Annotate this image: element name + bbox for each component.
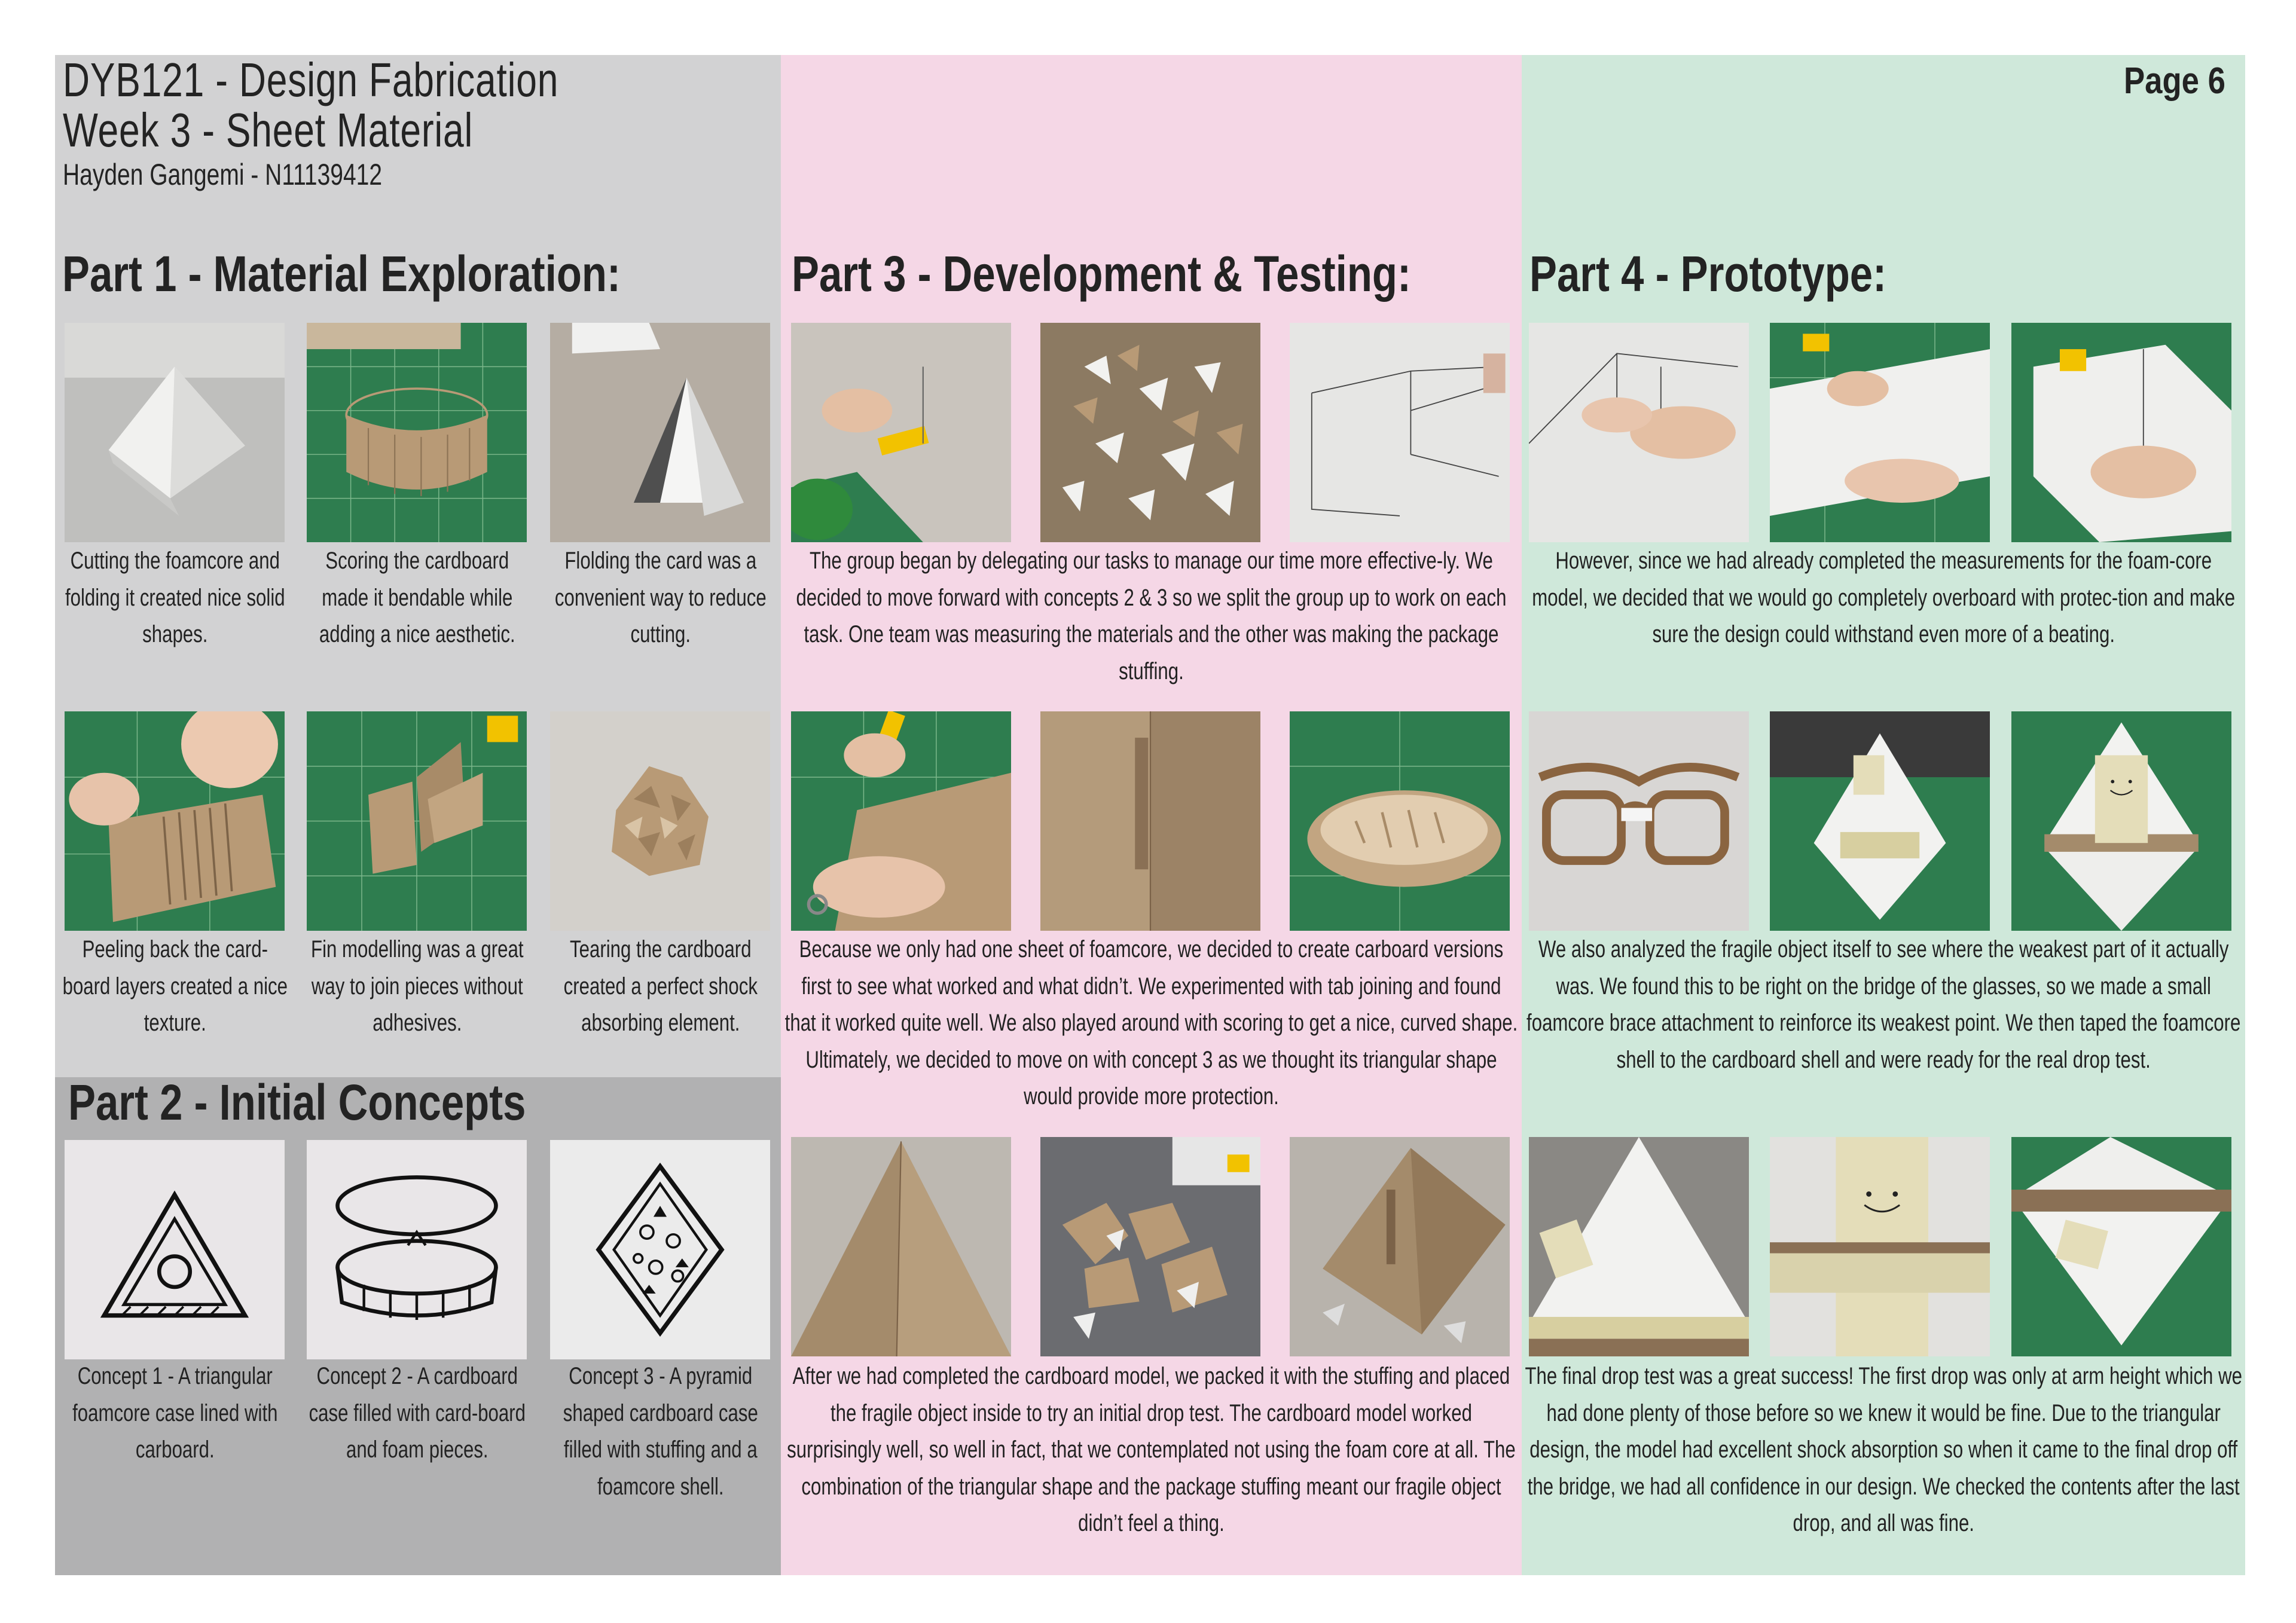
- sketch-concept-3: [550, 1140, 770, 1359]
- part1-caption-4: Peeling back the card-board layers created a nice texture.: [62, 936, 288, 1036]
- part3-paragraph-3: After we had completed the cardboard model, we packed it with the stuffing and placed the fragile object inside to try an initial drop test. The cardboard model worked surprisingly well, so well in fact, that we contemplated not using the foam core at all. The combination of the triangular shape and the package stuffing meant our fragile object didn’t feel a thing.: [786, 1363, 1516, 1536]
- part2-caption-2: Concept 2 - A cardboard case filled with card-board and foam pieces.: [309, 1363, 526, 1463]
- part2-caption-2-box: [302, 1358, 532, 1469]
- part1-caption-2-box: [302, 543, 532, 653]
- photo-foamcore-cutting: [1770, 323, 1990, 542]
- photo-folded-card: [550, 323, 770, 542]
- photo-drop-test-front: [1529, 1137, 1749, 1356]
- part4-paragraph-1-box: [1525, 543, 2242, 653]
- photo-cardboard-shell: [1290, 1137, 1510, 1356]
- photo-peeling-cardboard: [65, 711, 285, 931]
- course-title: DYB121 - Design Fabrication: [63, 53, 559, 106]
- part4-paragraph-2: We also analyzed the fragile object itself to see where the weakest part of it actually was. We found this to be right on the bridge of the glasses, so we made a small foamcore brace attachment to reinforce its weakest point. We then taped the foamcore shell to the cardboard shell and were ready for the real drop test.: [1526, 936, 2241, 1073]
- part2-caption-1-box: [60, 1358, 290, 1469]
- photo-foamcore-marking: [1529, 323, 1749, 542]
- page-number: Page 6: [2124, 60, 2225, 102]
- part1-caption-6: Tearing the cardboard created a perfect shock absorbing element.: [563, 936, 758, 1036]
- photo-scored-cardboard: [307, 323, 527, 542]
- week-title: Week 3 - Sheet Material: [63, 103, 474, 157]
- part3-paragraph-1: The group began by delegating our tasks to manage our time more effective-ly. We decided to move forward with concepts 2 & 3 so we split the group up to work on each task. One team was measuring the materials and the other was making the package stuffing.: [796, 548, 1507, 684]
- part3-paragraph-2: Because we only had one sheet of foamcore, we decided to create carboard versions first to see what worked and what didn’t. We experimented with tab joining and found that it worked quite well. We also played around with scoring to get a nice, curved shape. Ultimately, we decided to move on with concept 3 as we thought its triangular shape would provide more protection.: [784, 936, 1518, 1109]
- photo-fin-modelling: [307, 711, 527, 931]
- part1-caption-2: Scoring the cardboard made it bendable while adding a nice aesthetic.: [319, 548, 515, 647]
- part4-paragraph-3: The final drop test was a great success! The first drop was only at arm height which we had done plenty of those before so we knew it would be fine. Due to the triangular design, the model had excellent shock absorption so when it came to the final drop off the bridge, we had all confidence in our design. We checked the contents after the last drop, and all was fine.: [1525, 1363, 2242, 1536]
- part1-title: Part 1 - Material Exploration:: [62, 246, 621, 302]
- part4-paragraph-2-box: [1525, 931, 2242, 1078]
- photo-packed-model: [1040, 1137, 1260, 1356]
- photo-curved-tray: [1290, 711, 1510, 931]
- photo-taped-shell: [2011, 711, 2231, 931]
- part3-paragraph-2-box: [783, 931, 1519, 1115]
- photo-tab-joint: [1040, 711, 1260, 931]
- part1-caption-5: Fin modelling was a great way to join pieces without adhesives.: [310, 936, 524, 1036]
- photo-torn-cardboard: [550, 711, 770, 931]
- part2-caption-1: Concept 1 - A triangular foamcore case lined with carboard.: [72, 1363, 278, 1463]
- part1-caption-1: Cutting the foamcore and folding it created nice solid shapes.: [65, 548, 285, 647]
- part4-paragraph-3-box: [1525, 1358, 2242, 1542]
- photo-cutting-cardboard: [791, 323, 1011, 542]
- photo-foamcore-shell: [1770, 711, 1990, 931]
- part1-caption-4-box: [60, 931, 290, 1042]
- part2-title: Part 2 - Initial Concepts: [68, 1074, 526, 1130]
- part3-paragraph-1-box: [783, 543, 1519, 690]
- sketch-concept-1: [65, 1140, 285, 1359]
- photo-smiley-tape: [1770, 1137, 1990, 1356]
- part4-paragraph-1: However, since we had already completed the measurements for the foam-core model, we decided that we would go completely overboard with protec-tion and make sure the design could withstand even more of a beating.: [1532, 548, 2235, 647]
- part1-caption-6-box: [545, 931, 775, 1042]
- photo-foamcore-pyramid: [65, 323, 285, 542]
- part1-caption-3-box: [545, 543, 775, 653]
- part1-caption-1-box: [60, 543, 290, 653]
- photo-cardboard-pyramid: [791, 1137, 1011, 1356]
- part4-title: Part 4 - Prototype:: [1529, 246, 1887, 302]
- photo-foamcore-folding: [2011, 323, 2231, 542]
- photo-glasses: [1529, 711, 1749, 931]
- photo-foamcore-template: [1290, 323, 1510, 542]
- part2-caption-3: Concept 3 - A pyramid shaped cardboard case filled with stuffing and a foamcore shell.: [563, 1363, 758, 1500]
- part1-caption-5-box: [302, 931, 532, 1042]
- photo-package-stuffing: [1040, 323, 1260, 542]
- part3-title: Part 3 - Development & Testing:: [792, 246, 1411, 302]
- photo-scoring-cardboard: [791, 711, 1011, 931]
- part3-paragraph-3-box: [783, 1358, 1519, 1542]
- part1-caption-3: Flolding the card was a convenient way to reduce cutting.: [554, 548, 767, 647]
- sketch-concept-2: [307, 1140, 527, 1359]
- part2-caption-3-box: [545, 1358, 775, 1505]
- author-line: Hayden Gangemi - N11139412: [63, 158, 383, 191]
- photo-drop-test-side: [2011, 1137, 2231, 1356]
